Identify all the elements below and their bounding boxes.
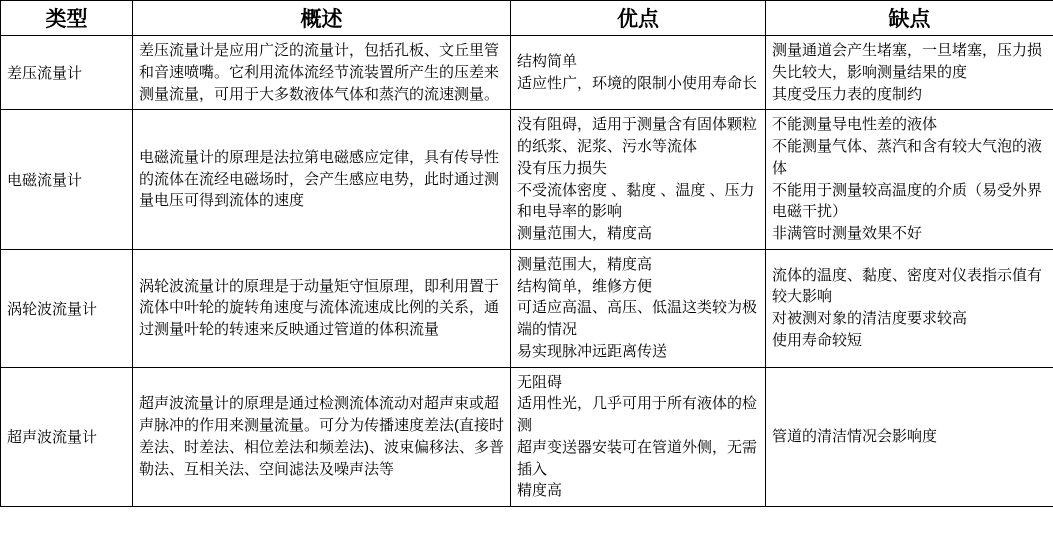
overview-text: 超声波流量计的原理是通过检测流体流动对超声束或超声脉冲的作用来测量流量。可分为传播速度差法(直接时差法、时差法、相位差法和频差法)、波束偏移法、多普勒法、互相关法、空间滤法及噪声法等: [139, 395, 504, 478]
disadvantages-list: [772, 426, 1047, 448]
disadvantages-list: [772, 265, 1047, 352]
cell-type: 电磁流量计: [1, 110, 133, 250]
cell-type: 差压流量计: [1, 36, 133, 110]
list-item: 流体的温度、黏度、密度对仪表指示值有较大影响: [772, 266, 1043, 306]
table-row: [1, 110, 1053, 250]
list-item: 测量范围大，精度高: [517, 255, 653, 273]
disadvantages-list: [772, 40, 1047, 105]
cell-disadvantages: [766, 110, 1053, 250]
list-item: 适用性光，几乎可用于所有液体的检测: [517, 395, 758, 434]
advantages-list: [517, 114, 759, 245]
list-item: 对被测对象的清洁度要求较高: [772, 310, 968, 328]
disadvantages-list: [772, 114, 1047, 245]
column-header-advantages: 优点: [511, 1, 766, 36]
list-item: 不能测量导电性差的液体: [772, 116, 938, 134]
column-header-overview: 概述: [133, 1, 511, 36]
table-row: [1, 36, 1053, 110]
cell-overview: [133, 110, 511, 250]
overview-text: 电磁流量计的原理是法拉第电磁感应定律，具有传导性的流体在流经电磁场时，会产生感应电势，此时通过测量电压可得到流体的速度: [139, 148, 500, 210]
table-body: [1, 36, 1053, 507]
table-row: [1, 367, 1053, 507]
list-item: 无阻碍: [517, 373, 563, 391]
list-item: 非满管时测量效果不好: [772, 225, 923, 242]
advantages-list: [517, 254, 759, 363]
list-item: 超声变送器安装可在管道外侧，无需插入: [517, 438, 758, 478]
cell-advantages: [511, 110, 766, 250]
table-header: [1, 1, 1053, 36]
list-item: 不受流体密度 、黏度 、温度 、压力和电导率的影响: [517, 181, 755, 221]
cell-disadvantages: [766, 367, 1053, 507]
list-item: 其度受压力表的度制约: [772, 85, 923, 103]
cell-disadvantages: [766, 36, 1053, 110]
list-item: 不能测量气体、蒸汽和含有较大气泡的液体: [772, 138, 1043, 177]
list-item: 使用寿命较短: [772, 331, 863, 349]
table-header-row: [1, 1, 1053, 36]
advantages-list: [517, 372, 759, 503]
table-row: [1, 249, 1053, 367]
cell-overview: [133, 367, 511, 507]
cell-advantages: [511, 249, 766, 367]
cell-type: 涡轮波流量计: [1, 249, 133, 367]
list-item: 测量范围大，精度高: [517, 225, 653, 242]
list-item: 适应性广，环境的限制小使用寿命长: [517, 74, 758, 92]
list-item: 精度高: [517, 482, 563, 500]
list-item: 没有压力损失: [517, 159, 608, 177]
cell-disadvantages: [766, 249, 1053, 367]
column-header-disadvantages: 缺点: [766, 1, 1053, 36]
cell-type: 超声波流量计: [1, 367, 133, 507]
cell-overview: [133, 36, 511, 110]
cell-advantages: [511, 367, 766, 507]
overview-text: 差压流量计是应用广泛的流量计，包括孔板、文丘里管和音速喷嘴。它利用流体流经节流装置所产生的压差来测量流量，可用于大多数液体气体和蒸汽的流速测量。: [139, 42, 500, 103]
cell-overview: [133, 249, 511, 367]
list-item: 没有阻碍，适用于测量含有固体颗粒的纸浆、泥浆、污水等流体: [517, 116, 758, 155]
column-header-type: 类型: [1, 1, 133, 36]
advantages-list: [517, 51, 759, 95]
list-item: 不能用于测量较高温度的介质（易受外界电磁干扰）: [772, 181, 1043, 221]
list-item: 易实现脉冲远距离传送: [517, 342, 668, 360]
list-item: 管道的清洁情况会影响度: [772, 427, 938, 445]
cell-advantages: [511, 36, 766, 110]
list-item: 可适应高温、高压、低温这类较为极端的情况: [517, 299, 758, 338]
list-item: 测量通道会产生堵塞，一旦堵塞，压力损失比较大，影响测量结果的度: [772, 42, 1043, 81]
list-item: 结构简单，维修方便: [517, 277, 653, 295]
list-item: 结构简单: [517, 52, 578, 70]
overview-text: 涡轮波流量计的原理是于动量矩守恒原理，即利用置于流体中叶轮的旋转角速度与流体流速成比例的关系，通过测量叶轮的转速来反映通过管道的体积流量: [139, 277, 500, 338]
